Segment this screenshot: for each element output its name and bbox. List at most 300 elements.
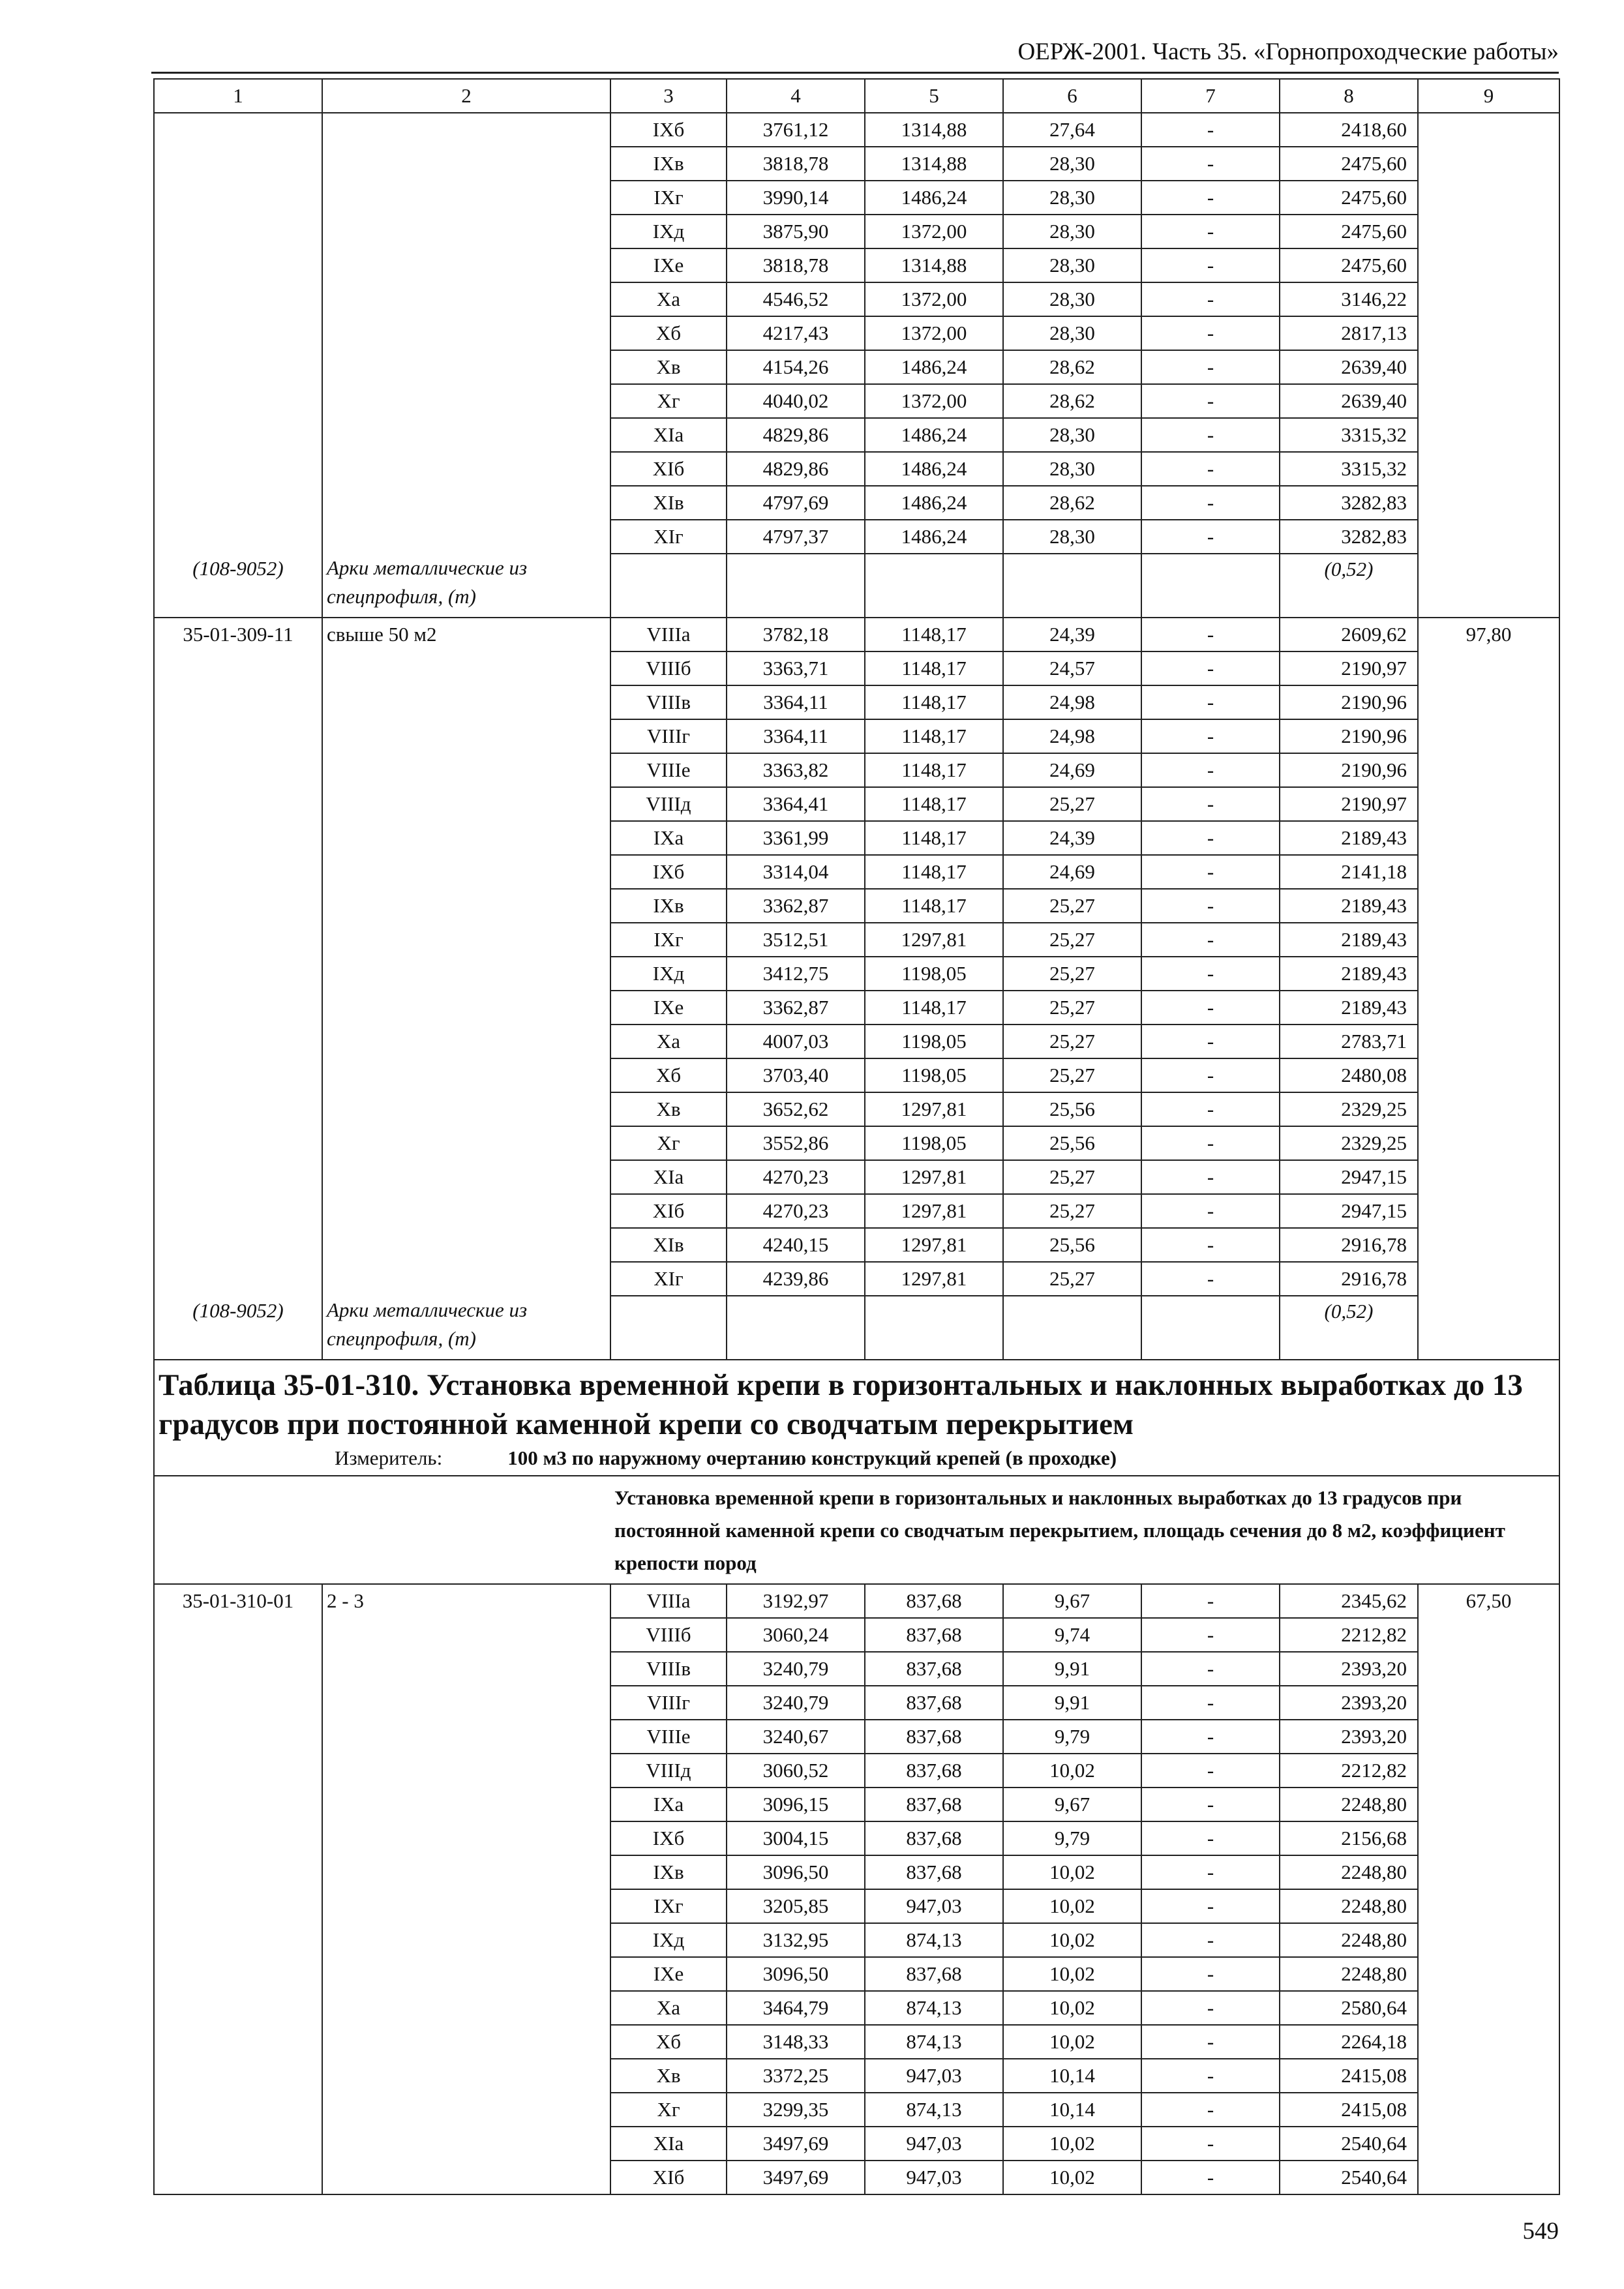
rate-name (322, 1855, 610, 1889)
machine-cost: 10,02 (1003, 2025, 1141, 2059)
rate-code (154, 1652, 322, 1686)
rate-code (154, 350, 322, 384)
total-cost: 3240,79 (727, 1652, 865, 1686)
driver-wages: - (1141, 1058, 1280, 1092)
column-number-row (154, 79, 1559, 113)
region-zone: Xг (610, 1126, 727, 1160)
driver-wages: - (1141, 957, 1280, 991)
driver-wages: - (1141, 181, 1280, 215)
driver-wages: - (1141, 384, 1280, 418)
rate-code (154, 685, 322, 719)
region-zone: XIб (610, 2161, 727, 2194)
labor-hours (1418, 957, 1559, 991)
materials-cost: 3315,32 (1280, 418, 1418, 452)
total-cost: 3363,71 (727, 651, 865, 685)
rate-code (154, 384, 322, 418)
table-row (154, 2025, 1559, 2059)
table-title-cell (154, 1360, 1559, 1476)
machine-cost: 10,14 (1003, 2093, 1141, 2127)
table-row (154, 147, 1559, 181)
wages: 947,03 (865, 2161, 1003, 2194)
rate-name (322, 1058, 610, 1092)
machine-cost: 24,57 (1003, 651, 1141, 685)
rate-code (154, 889, 322, 923)
wages: 1314,88 (865, 113, 1003, 147)
machine-cost: 25,27 (1003, 1262, 1141, 1296)
column-number: 2 (322, 79, 610, 113)
region-zone: IXе (610, 1957, 727, 1991)
total-cost: 3703,40 (727, 1058, 865, 1092)
wages: 1372,00 (865, 384, 1003, 418)
table-row (154, 719, 1559, 753)
wages: 1486,24 (865, 350, 1003, 384)
wages: 1372,00 (865, 316, 1003, 350)
rate-name (322, 1126, 610, 1160)
driver-wages: - (1141, 2025, 1280, 2059)
driver-wages: - (1141, 1686, 1280, 1720)
rate-name (322, 452, 610, 486)
driver-wages: - (1141, 1160, 1280, 1194)
region-zone: IXб (610, 113, 727, 147)
table-row (154, 384, 1559, 418)
rate-name (322, 282, 610, 316)
materials-cost: 2190,96 (1280, 719, 1418, 753)
rate-code (154, 1957, 322, 1991)
driver-wages: - (1141, 1720, 1280, 1754)
region-zone: Xв (610, 350, 727, 384)
driver-wages: - (1141, 2059, 1280, 2093)
wages: 1148,17 (865, 685, 1003, 719)
table-row (154, 452, 1559, 486)
rate-name (322, 855, 610, 889)
materials-cost: 2415,08 (1280, 2093, 1418, 2127)
labor-hours (1418, 1652, 1559, 1686)
labor-hours (1418, 1889, 1559, 1923)
driver-wages: - (1141, 520, 1280, 554)
labor-hours (1418, 787, 1559, 821)
total-cost: 3372,25 (727, 2059, 865, 2093)
rate-name (322, 1652, 610, 1686)
total-cost: 3096,50 (727, 1957, 865, 1991)
machine-cost: 28,30 (1003, 316, 1141, 350)
region-zone: IXа (610, 1788, 727, 1821)
driver-wages: - (1141, 1889, 1280, 1923)
empty-cell (727, 554, 865, 618)
table-row (154, 215, 1559, 248)
region-zone: IXг (610, 923, 727, 957)
rate-name (322, 1160, 610, 1194)
machine-cost: 24,69 (1003, 855, 1141, 889)
rate-code (154, 113, 322, 147)
table-row (154, 991, 1559, 1025)
driver-wages: - (1141, 821, 1280, 855)
driver-wages: - (1141, 316, 1280, 350)
machine-cost: 10,02 (1003, 2161, 1141, 2194)
labor-hours (1418, 1754, 1559, 1788)
wages: 837,68 (865, 1754, 1003, 1788)
rate-name (322, 2093, 610, 2127)
column-number: 1 (154, 79, 322, 113)
machine-cost: 28,30 (1003, 147, 1141, 181)
table-row (154, 855, 1559, 889)
total-cost: 4797,69 (727, 486, 865, 520)
materials-cost: 2190,97 (1280, 787, 1418, 821)
materials-cost: 2189,43 (1280, 889, 1418, 923)
materials-cost: 2393,20 (1280, 1652, 1418, 1686)
machine-cost: 25,27 (1003, 787, 1141, 821)
rate-code (154, 1889, 322, 1923)
total-cost: 4270,23 (727, 1194, 865, 1228)
table-row (154, 1025, 1559, 1058)
table-row (154, 1618, 1559, 1652)
region-zone: XIа (610, 2127, 727, 2161)
rate-code (154, 2093, 322, 2127)
rate-name (322, 215, 610, 248)
materials-cost: 2947,15 (1280, 1194, 1418, 1228)
total-cost: 3512,51 (727, 923, 865, 957)
table-row (154, 1686, 1559, 1720)
labor-hours (1418, 350, 1559, 384)
materials-cost: 2393,20 (1280, 1686, 1418, 1720)
table-row (154, 923, 1559, 957)
table-row (154, 113, 1559, 147)
machine-cost: 10,02 (1003, 1957, 1141, 1991)
rate-code: 35-01-309-11 (154, 618, 322, 651)
measure-value: 100 м3 по наружному очертанию конструкций крепей (в проходке) (507, 1446, 1117, 1469)
region-zone: Xг (610, 2093, 727, 2127)
table-row (154, 181, 1559, 215)
total-cost: 3096,15 (727, 1788, 865, 1821)
labor-hours (1418, 1991, 1559, 2025)
labor-hours (1418, 282, 1559, 316)
measure-label: Измеритель: (335, 1446, 443, 1469)
machine-cost: 9,91 (1003, 1652, 1141, 1686)
page-number: 549 (1522, 2218, 1559, 2245)
materials-cost: 2190,97 (1280, 651, 1418, 685)
labor-hours (1418, 1855, 1559, 1889)
resource-qty: (0,52) (1280, 1296, 1418, 1360)
machine-cost: 25,27 (1003, 889, 1141, 923)
driver-wages: - (1141, 418, 1280, 452)
driver-wages: - (1141, 787, 1280, 821)
total-cost: 3497,69 (727, 2127, 865, 2161)
resource-name: Арки металлические из спецпрофиля, (т) (322, 1296, 610, 1360)
wages: 1297,81 (865, 1194, 1003, 1228)
machine-cost: 28,62 (1003, 350, 1141, 384)
materials-cost: 2264,18 (1280, 2025, 1418, 2059)
machine-cost: 24,69 (1003, 753, 1141, 787)
rate-name (322, 1092, 610, 1126)
wages: 1486,24 (865, 520, 1003, 554)
machine-cost: 28,30 (1003, 215, 1141, 248)
wages: 874,13 (865, 2093, 1003, 2127)
total-cost: 3364,41 (727, 787, 865, 821)
table-row (154, 1720, 1559, 1754)
total-cost: 3818,78 (727, 147, 865, 181)
table-row (154, 685, 1559, 719)
rate-name (322, 1991, 610, 2025)
materials-cost: 3282,83 (1280, 486, 1418, 520)
materials-cost: 2212,82 (1280, 1754, 1418, 1788)
region-zone: Xа (610, 1025, 727, 1058)
rate-code (154, 1686, 322, 1720)
region-zone: Xб (610, 1058, 727, 1092)
machine-cost: 9,67 (1003, 1788, 1141, 1821)
driver-wages: - (1141, 2161, 1280, 2194)
region-zone: IXв (610, 1855, 727, 1889)
header-rule (151, 72, 1559, 74)
total-cost: 3205,85 (727, 1889, 865, 1923)
driver-wages: - (1141, 1652, 1280, 1686)
wages: 874,13 (865, 1923, 1003, 1957)
rate-name (322, 1025, 610, 1058)
rate-name (322, 2059, 610, 2093)
total-cost: 3132,95 (727, 1923, 865, 1957)
driver-wages: - (1141, 1923, 1280, 1957)
rate-name (322, 1228, 610, 1262)
rate-name (322, 1754, 610, 1788)
driver-wages: - (1141, 1821, 1280, 1855)
machine-cost: 25,27 (1003, 1025, 1141, 1058)
wages: 837,68 (865, 1652, 1003, 1686)
machine-cost: 10,02 (1003, 1991, 1141, 2025)
total-cost: 4270,23 (727, 1160, 865, 1194)
labor-hours (1418, 486, 1559, 520)
labor-hours (1418, 2025, 1559, 2059)
rate-code (154, 1160, 322, 1194)
driver-wages: - (1141, 719, 1280, 753)
column-number: 4 (727, 79, 865, 113)
wages: 1486,24 (865, 452, 1003, 486)
labor-hours (1418, 1228, 1559, 1262)
region-zone: Xг (610, 384, 727, 418)
total-cost: 3240,79 (727, 1686, 865, 1720)
wages: 837,68 (865, 1788, 1003, 1821)
total-cost: 3192,97 (727, 1584, 865, 1618)
rate-code (154, 2161, 322, 2194)
labor-hours (1418, 1262, 1559, 1296)
labor-hours (1418, 520, 1559, 554)
total-cost: 3060,52 (727, 1754, 865, 1788)
driver-wages: - (1141, 248, 1280, 282)
labor-hours (1418, 1923, 1559, 1957)
rate-name (322, 651, 610, 685)
resource-qty: (0,52) (1280, 554, 1418, 618)
wages: 1297,81 (865, 1228, 1003, 1262)
region-zone: VIIIа (610, 1584, 727, 1618)
driver-wages: - (1141, 350, 1280, 384)
wages: 837,68 (865, 1686, 1003, 1720)
rate-code (154, 2127, 322, 2161)
rate-code (154, 821, 322, 855)
rate-name (322, 1720, 610, 1754)
labor-hours (1418, 2127, 1559, 2161)
rate-name (322, 350, 610, 384)
rate-code (154, 719, 322, 753)
column-number: 5 (865, 79, 1003, 113)
labor-hours (1418, 147, 1559, 181)
rate-code (154, 2059, 322, 2093)
region-zone: IXе (610, 991, 727, 1025)
wages: 1198,05 (865, 1058, 1003, 1092)
region-zone: VIIIг (610, 1686, 727, 1720)
table-row (154, 1228, 1559, 1262)
table-row (154, 1754, 1559, 1788)
materials-cost: 2817,13 (1280, 316, 1418, 350)
wages: 1148,17 (865, 618, 1003, 651)
labor-hours (1418, 1720, 1559, 1754)
resource-code: (108-9052) (154, 554, 322, 618)
labor-hours (1418, 384, 1559, 418)
table-row (154, 1058, 1559, 1092)
empty-cell (1003, 1296, 1141, 1360)
labor-hours (1418, 2093, 1559, 2127)
empty-cell (1418, 1296, 1559, 1360)
driver-wages: - (1141, 1618, 1280, 1652)
region-zone: Xа (610, 1991, 727, 2025)
driver-wages: - (1141, 1855, 1280, 1889)
machine-cost: 28,30 (1003, 520, 1141, 554)
driver-wages: - (1141, 1957, 1280, 1991)
materials-cost: 3315,32 (1280, 452, 1418, 486)
rate-code (154, 787, 322, 821)
rate-name (322, 1788, 610, 1821)
table-row (154, 618, 1559, 651)
rate-name (322, 787, 610, 821)
rate-code (154, 1855, 322, 1889)
rate-code (154, 2025, 322, 2059)
rate-name (322, 957, 610, 991)
machine-cost: 9,67 (1003, 1584, 1141, 1618)
materials-cost: 2783,71 (1280, 1025, 1418, 1058)
region-zone: VIIIе (610, 753, 727, 787)
materials-cost: 2947,15 (1280, 1160, 1418, 1194)
rate-code (154, 1788, 322, 1821)
machine-cost: 10,02 (1003, 1855, 1141, 1889)
total-cost: 3412,75 (727, 957, 865, 991)
rate-name (322, 821, 610, 855)
driver-wages: - (1141, 889, 1280, 923)
region-zone: VIIIд (610, 787, 727, 821)
materials-cost: 2189,43 (1280, 821, 1418, 855)
region-zone: VIIIб (610, 1618, 727, 1652)
wages: 947,03 (865, 2127, 1003, 2161)
rate-code (154, 651, 322, 685)
total-cost: 3362,87 (727, 889, 865, 923)
labor-hours (1418, 1618, 1559, 1652)
materials-cost: 2580,64 (1280, 1991, 1418, 2025)
labor-hours (1418, 181, 1559, 215)
empty-cell (610, 554, 727, 618)
materials-cost: 2609,62 (1280, 618, 1418, 651)
region-zone: Xа (610, 282, 727, 316)
machine-cost: 10,02 (1003, 1923, 1141, 1957)
region-zone: VIIIе (610, 1720, 727, 1754)
total-cost: 4040,02 (727, 384, 865, 418)
machine-cost: 28,30 (1003, 452, 1141, 486)
wages: 1148,17 (865, 719, 1003, 753)
empty-cell (1418, 554, 1559, 618)
labor-hours (1418, 2161, 1559, 2194)
machine-cost: 9,91 (1003, 1686, 1141, 1720)
rate-code (154, 1821, 322, 1855)
total-cost: 3362,87 (727, 991, 865, 1025)
table-row (154, 889, 1559, 923)
rate-code (154, 855, 322, 889)
total-cost: 3464,79 (727, 1991, 865, 2025)
region-zone: Xв (610, 2059, 727, 2093)
measure-line (158, 1444, 1555, 1473)
rate-name (322, 719, 610, 753)
wages: 874,13 (865, 2025, 1003, 2059)
total-cost: 4240,15 (727, 1228, 865, 1262)
total-cost: 3240,67 (727, 1720, 865, 1754)
machine-cost: 25,27 (1003, 1160, 1141, 1194)
machine-cost: 10,02 (1003, 1889, 1141, 1923)
total-cost: 3761,12 (727, 113, 865, 147)
wages: 874,13 (865, 1991, 1003, 2025)
wages: 947,03 (865, 1889, 1003, 1923)
materials-cost: 2248,80 (1280, 1923, 1418, 1957)
wages: 1297,81 (865, 923, 1003, 957)
materials-cost: 2212,82 (1280, 1618, 1418, 1652)
rate-code (154, 1720, 322, 1754)
rate-code (154, 147, 322, 181)
wages: 1148,17 (865, 855, 1003, 889)
rate-code (154, 1991, 322, 2025)
driver-wages: - (1141, 1754, 1280, 1788)
rate-code (154, 753, 322, 787)
rate-name: свыше 50 м2 (322, 618, 610, 651)
region-zone: VIIIд (610, 1754, 727, 1788)
rate-code (154, 1194, 322, 1228)
rate-name: 2 - 3 (322, 1584, 610, 1618)
driver-wages: - (1141, 618, 1280, 651)
rate-code (154, 1126, 322, 1160)
labor-hours (1418, 889, 1559, 923)
table-row (154, 1262, 1559, 1296)
resource-name: Арки металлические из спецпрофиля, (т) (322, 554, 610, 618)
labor-hours (1418, 1126, 1559, 1160)
labor-hours (1418, 1788, 1559, 1821)
machine-cost: 28,30 (1003, 181, 1141, 215)
total-cost: 4797,37 (727, 520, 865, 554)
region-zone: IXе (610, 248, 727, 282)
materials-cost: 2156,68 (1280, 1821, 1418, 1855)
rate-name (322, 1957, 610, 1991)
materials-cost: 3146,22 (1280, 282, 1418, 316)
machine-cost: 10,02 (1003, 2127, 1141, 2161)
region-zone: XIг (610, 1262, 727, 1296)
wages: 1314,88 (865, 147, 1003, 181)
wages: 1148,17 (865, 787, 1003, 821)
total-cost: 3364,11 (727, 719, 865, 753)
region-zone: XIа (610, 418, 727, 452)
machine-cost: 24,98 (1003, 719, 1141, 753)
materials-cost: 2345,62 (1280, 1584, 1418, 1618)
driver-wages: - (1141, 1788, 1280, 1821)
driver-wages: - (1141, 855, 1280, 889)
wages: 1148,17 (865, 889, 1003, 923)
driver-wages: - (1141, 282, 1280, 316)
materials-cost: 2329,25 (1280, 1092, 1418, 1126)
total-cost: 3497,69 (727, 2161, 865, 2194)
section-description: Установка временной крепи в горизонтальных и наклонных выработках до 13 градусов при постоянной каменной крепи со сводчатым перекрытием, площадь сечения до 8 м2, коэффициент крепости пород (610, 1476, 1559, 1584)
wages: 1297,81 (865, 1262, 1003, 1296)
empty-cell (1141, 554, 1280, 618)
table-row (154, 1821, 1559, 1855)
driver-wages: - (1141, 651, 1280, 685)
